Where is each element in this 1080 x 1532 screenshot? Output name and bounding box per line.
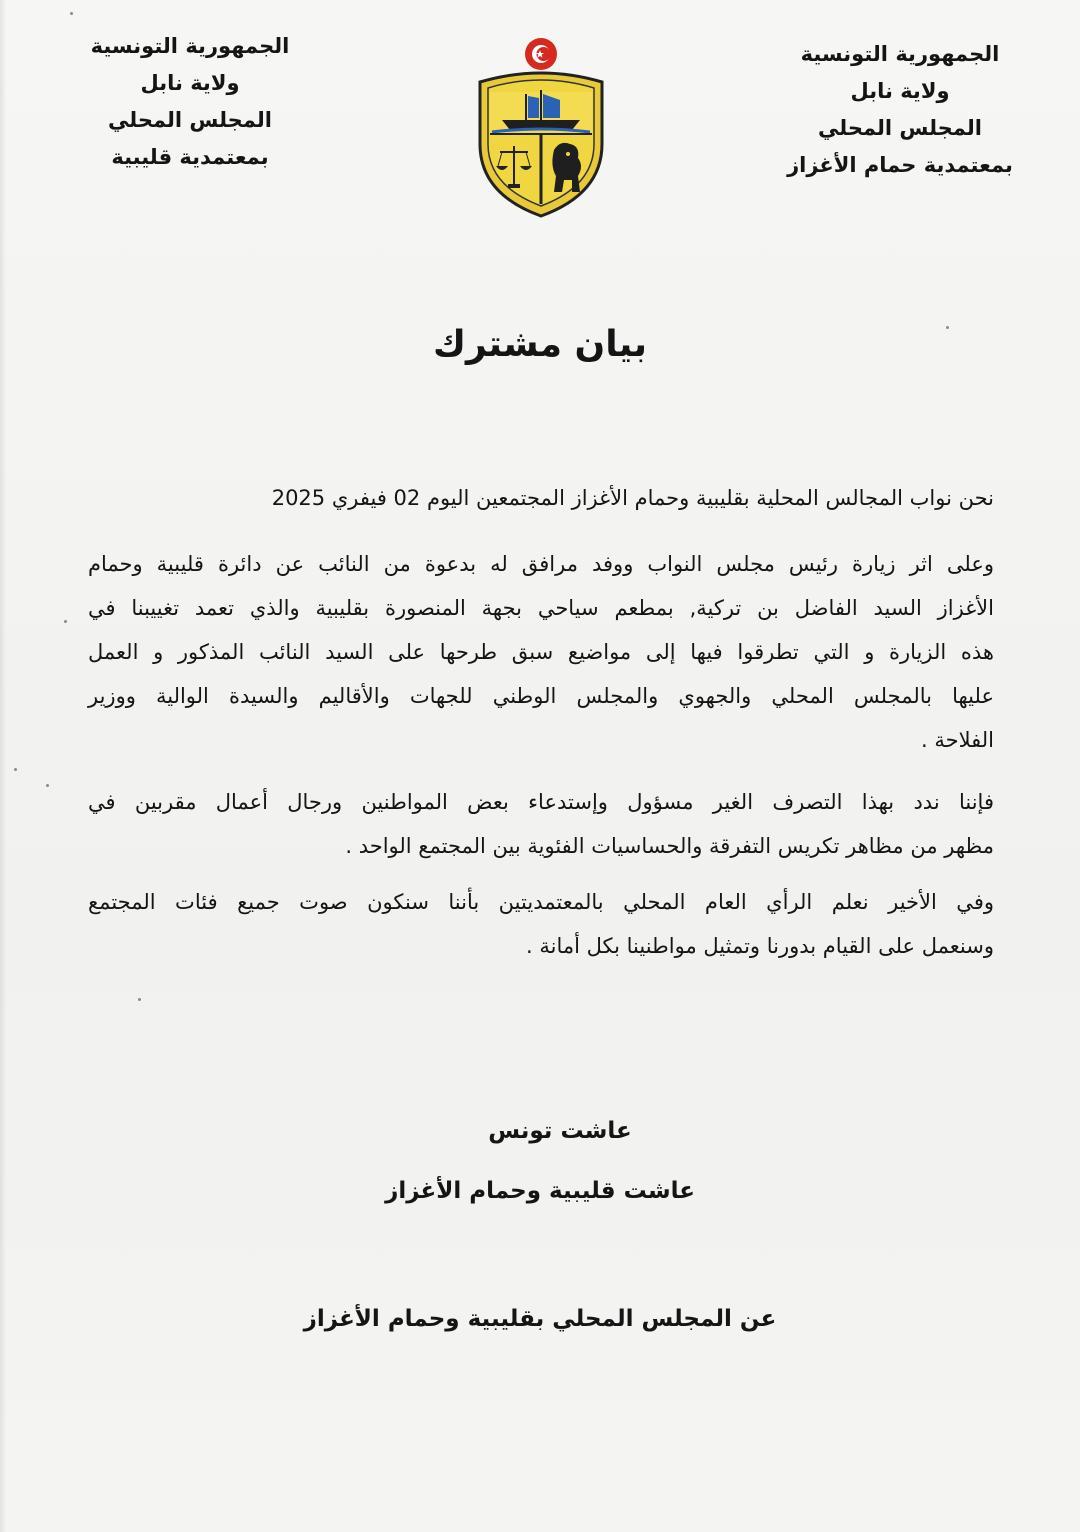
- page-title: بيان مشترك: [433, 324, 647, 365]
- header-right-line-4: بمعتمدية حمام الأغزاز: [787, 153, 1013, 177]
- header-right-line-1: الجمهورية التونسية: [800, 42, 1000, 66]
- header-left-line-2: ولاية نابل: [140, 71, 240, 95]
- scan-speck: [946, 326, 949, 329]
- scan-speck: [64, 620, 67, 623]
- scan-speck: [70, 12, 73, 15]
- header-right: [750, 36, 1050, 184]
- header-left: [40, 28, 340, 176]
- closing-line-1: عاشت تونس: [488, 1118, 632, 1144]
- paragraph-line: وعلى اثر زيارة رئيس مجلس النواب ووفد مرافق له بدعوة من النائب عن دائرة قليبية وحمام: [88, 552, 994, 576]
- header-left-line-4: بمعتمدية قليبية: [111, 145, 269, 169]
- paragraph-line: مظهر من مظاهر تكريس التفرقة والحساسيات الفئوية بين المجتمع الواحد .: [345, 834, 994, 858]
- paragraph-line: الأغزاز السيد الفاضل بن تركية, بمطعم سياحي بجهة المنصورة بقليبية والذي تعمد تغييبنا في: [88, 596, 994, 620]
- paragraph-line: فإننا ندد بهذا التصرف الغير مسؤول وإستدعاء بعض المواطنين ورجال أعمال مقربين في: [88, 790, 994, 814]
- paragraph-line: عليها بالمجلس المحلي والجهوي والمجلس الوطني للجهات والأقاليم والسيدة الوالية ووزير: [88, 684, 994, 708]
- paragraph-line: الفلاحة .: [921, 728, 994, 752]
- paragraph-line: وسنعمل على القيام بدورنا وتمثيل مواطنينا بكل أمانة .: [526, 934, 994, 958]
- header-left-line-1: الجمهورية التونسية: [90, 34, 290, 58]
- paragraph-2: [88, 542, 994, 762]
- header-left-line-3: المجلس المحلي: [108, 108, 272, 132]
- tunisia-coat-of-arms-icon: [468, 34, 614, 220]
- paragraph-4: [88, 880, 994, 968]
- left-edge-shadow: [0, 0, 6, 1532]
- scan-speck: [14, 768, 17, 771]
- signature-line: عن المجلس المحلي بقليبية وحمام الأغزاز: [303, 1306, 777, 1332]
- closing-line-2: عاشت قليبية وحمام الأغزاز: [385, 1178, 695, 1204]
- paragraph-line: وفي الأخير نعلم الرأي العام المحلي بالمعتمديتين بأننا سنكون صوت جميع فئات المجتمع: [88, 890, 994, 914]
- paragraph-line: نحن نواب المجالس المحلية بقليبية وحمام الأغزاز المجتمعين اليوم 02 فيفري 2025: [271, 486, 994, 510]
- header-right-line-3: المجلس المحلي: [818, 116, 982, 140]
- statement-body: [88, 476, 994, 968]
- paragraph-3: [88, 780, 994, 868]
- scan-speck: [46, 784, 49, 787]
- paragraph-line: هذه الزيارة و التي تطرقوا فيها إلى مواضيع سبق طرحها على السيد النائب المذكور و العمل: [88, 640, 994, 664]
- paragraph-1: [88, 476, 994, 520]
- scan-speck: [138, 998, 141, 1001]
- header-right-line-2: ولاية نابل: [850, 79, 950, 103]
